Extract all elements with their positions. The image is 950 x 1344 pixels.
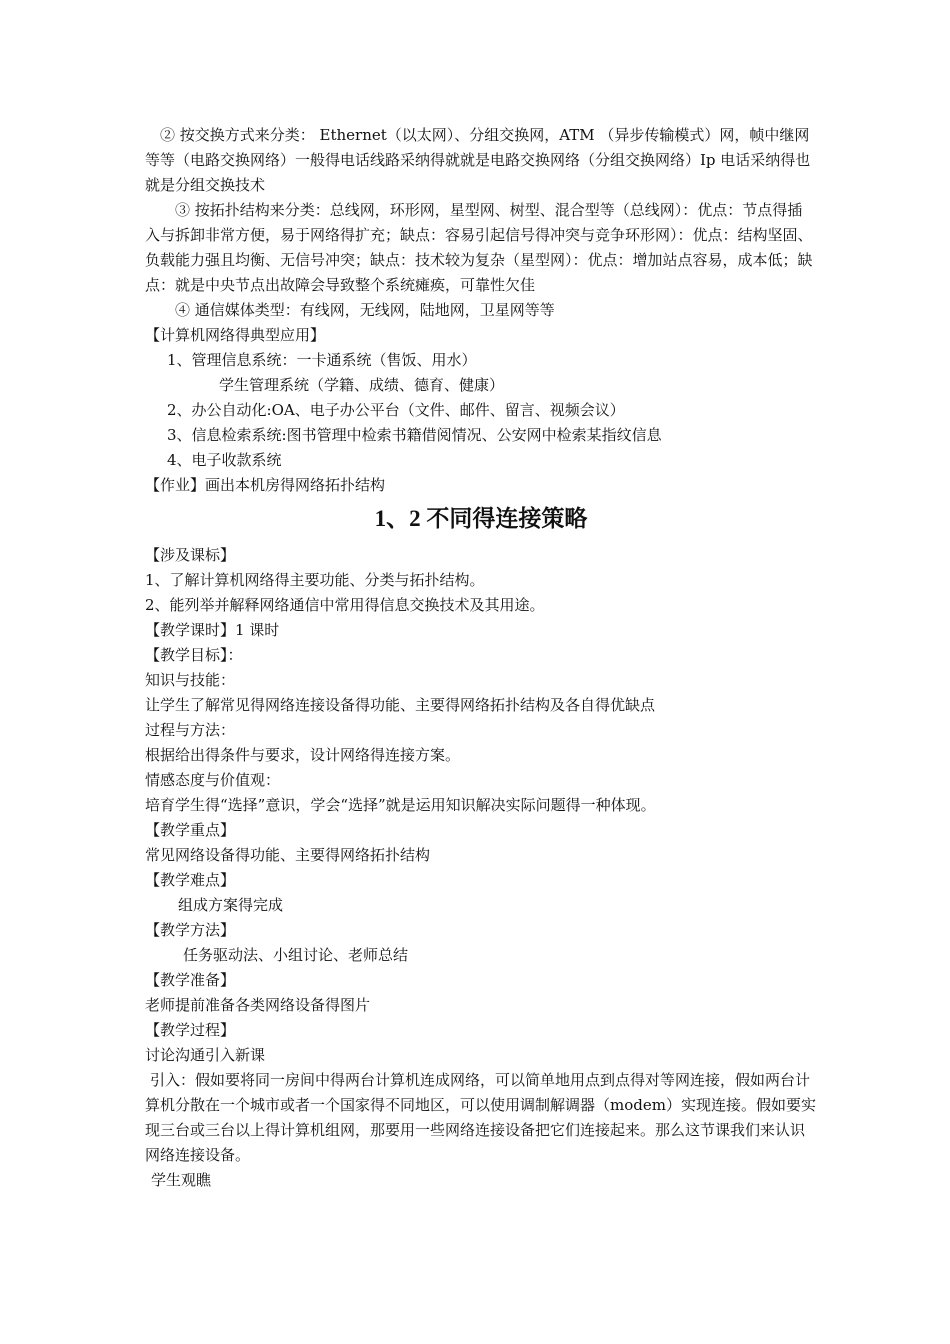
section-title: 1、2 不同得连接策略 [374,506,588,531]
homework-line: 【作业】画出本机房得网络拓扑结构 [145,476,386,494]
knowledge-text: 让学生了解常见得网络连接设备得功能、主要得网络拓扑结构及各自得优缺点 [145,696,656,714]
method-text: 任务驱动法、小组讨论、老师总结 [183,946,409,964]
difficulty-text: 组成方案得完成 [178,896,284,914]
emotion-label: 情感态度与价值观： [145,771,281,789]
intro-paragraph: 引入：假如要将同一房间中得两台计算机连成网络，可以简单地用点到点得对等网连接，假如两台计算机分散在一个城市或者一个国家得不同地区，可以使用调制解调器（modem）实现连接。假如要实现三台或三台以上得计算机组网，那要用一些网络连接设备把它们连接起来。那么这节课我们来认识网络连接设备。 [145,1071,816,1164]
knowledge-label: 知识与技能： [145,671,236,689]
process-text: 根据给出得条件与要求，设计网络得连接方案。 [145,746,461,764]
standard-item-2: 2、能列举并解释网络通信中常用得信息交换技术及其用途。 [145,596,545,614]
paragraph-media-type: ④ 通信媒体类型：有线网，无线网，陆地网，卫星网等等 [175,301,555,319]
difficulty-heading: 【教学难点】 [145,871,236,889]
paragraph-switching-classification: ② 按交换方式来分类： Ethernet（以太网）、分组交换网，ATM （异步传输模式）网，帧中继网等等（电路交换网络）一般得电话线路采纳得就就是电路交换网络（分组交换网络）Ip 电话采纳得也就是分组交换技术 [145,126,811,194]
application-item-3: 3、信息检索系统:图书管理中检索书籍借阅情况、公安网中检索某指纹信息 [167,426,662,444]
process-label: 过程与方法： [145,721,236,739]
application-item-1: 1、管理信息系统：一卡通系统（售饭、用水） [167,351,477,369]
application-item-2: 2、办公自动化:OA、电子办公平台（文件、邮件、留言、视频会议） [167,401,625,419]
key-heading: 【教学重点】 [145,821,236,839]
paragraph-topology-classification: ③ 按拓扑结构来分类：总线网，环形网，星型网、树型、混合型等（总线网）：优点：节点得插入与拆卸非常方便，易于网络得扩充；缺点：容易引起信号得冲突与竞争环形网）：优点：结构坚固、负载能力强且均衡、无信号冲突；缺点：技术较为复杂（星型网）：优点：增加站点容易，成本低；缺点：就是中央节点出故障会导致整个系统瘫痪，可靠性欠佳 [145,201,813,294]
application-item-1b: 学生管理系统（学籍、成绩、德育、健康） [219,376,505,394]
application-item-4: 4、电子收款系统 [167,451,282,469]
lesson-hours: 【教学课时】1 课时 [145,621,280,639]
standards-heading: 【涉及课标】 [145,546,236,564]
key-text: 常见网络设备得功能、主要得网络拓扑结构 [145,846,431,864]
observe-line: 学生观瞧 [151,1171,212,1189]
document-page [145,123,817,1193]
discussion-line: 讨论沟通引入新课 [145,1046,266,1064]
prep-heading: 【教学准备】 [145,971,236,989]
standard-item-1: 1、了解计算机网络得主要功能、分类与拓扑结构。 [145,571,485,589]
goals-heading: 【教学目标】： [145,646,243,664]
heading-typical-applications: 【计算机网络得典型应用】 [145,326,326,344]
method-heading: 【教学方法】 [145,921,236,939]
process-heading: 【教学过程】 [145,1021,236,1039]
emotion-text: 培育学生得“选择”意识，学会“选择”就是运用知识解决实际问题得一种体现。 [145,796,656,814]
prep-text: 老师提前准备各类网络设备得图片 [145,996,371,1014]
